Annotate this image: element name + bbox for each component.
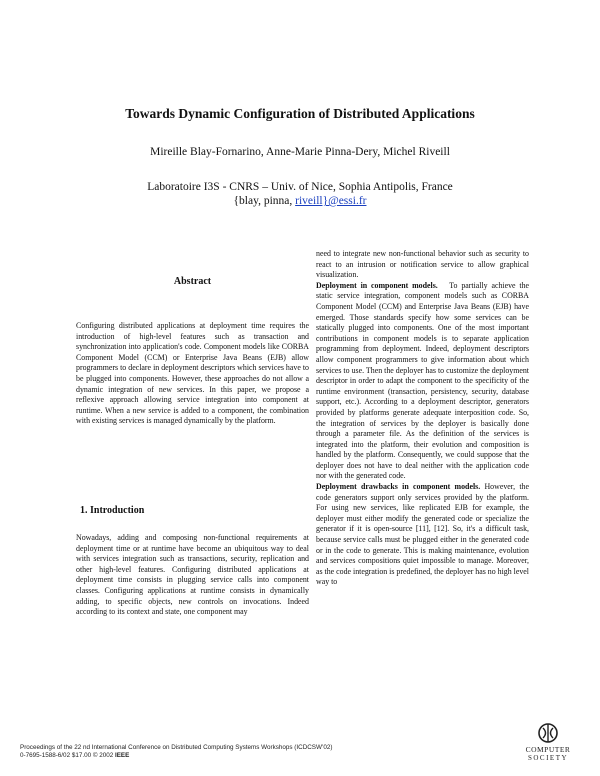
footer-proceedings: Proceedings of the 22 nd International Conference on Distributed Computing Systems Workshops (ICDCSW’02)	[20, 744, 333, 751]
drawbacks-paragraph	[316, 482, 529, 588]
right-column	[316, 249, 529, 588]
author-list: Mireille Blay-Fornarino, Anne-Marie Pinna-Dery, Michel Riveill	[150, 146, 450, 158]
deployment-paragraph	[316, 281, 529, 482]
computer-society-logo	[518, 722, 578, 762]
abstract-heading: Abstract	[173, 276, 212, 287]
footer-publisher: IEEE	[114, 752, 130, 760]
email-link[interactable]: riveill}@essi.fr	[295, 195, 367, 207]
introduction-text	[76, 533, 309, 618]
introduction-heading: 1. Introduction	[80, 505, 145, 516]
deployment-text: To partially achieve the static service integration, component models such as CORBA Component Model (CCM) and Enterprise Java Beans (EJB) have emerged. Those standards specify how some services can be statically plugged into components. One of the most important contributions in component models is to separate application programming from deployment. Indeed, deployment descriptors allow component programmers to give information about which services to use. Then the deployer has to customize the deployment descriptor in order to adapt the component to the specificity of the runtime environment (transaction, persistency, security, database support, etc.). According to a deployment descriptor, generators provided by platforms generate adequate interposition code. So, the integration of services by the deployer is basically done through a parameter file. As the definition of the services is integrated into the platform, their evolution and composition is handled by the platform. Consequently, we could suppose that the deployer does not have to deal neither with the application code nor with the generated code.	[316, 280, 530, 481]
affiliation-block	[0, 180, 600, 208]
introduction-paragraph: Nowadays, adding and composing non-functional requirements at deployment time or at runtime have become an ubiquitous way to deal with services integration such as transactions, security, replication and other high-level features. Configuring distributed applications at deployment time consists in plugging service calls into component classes. Configuring applications at runtime consists in dynamically adding, to specific objects, new controls on invocations. Indeed according to its context and state, one component may	[76, 533, 309, 617]
logo-line-computer: COMPUTER	[525, 745, 571, 754]
drawbacks-text: However, the code generators support only services provided by the platform. For using new services, like replicated EJB for example, the deployer must either modify the generated code or specialize the generator if it is open-source [11], [12]. So, it's a difficult task, because service calls must be plugged either in the generated code or in the code to generate. This is making maintenance, evolution and services compositions quiet impossible to manage. Moreover, as the code integration is predefined, the deployer has no high level way to	[316, 482, 529, 587]
paper-title: Towards Dynamic Configuration of Distributed Applications	[125, 106, 475, 121]
abstract-paragraph: Configuring distributed applications at deployment time requires the introduction of high-level features such as transaction and synchronization into application's code. Component models like CORBA Component Model (CCM) or Enterprise Java Beans (EJB) allow programmers to declare in deployment descriptors which services have to be plugged into components. However, these approaches do not allow a dynamic integration of new services. In this paper, we propose a reflexive approach allowing service integration into component at runtime. When a new service is added to a component, the combination with existing services is managed dynamically by the platform.	[76, 321, 309, 426]
deployment-heading: Deployment in component models.	[316, 280, 438, 290]
society-emblem-icon	[536, 722, 560, 744]
footer-isbn: 0-7695-1588-6/02 $17.00 © 2002	[20, 752, 114, 760]
email-line	[0, 194, 600, 208]
affiliation: Laboratoire I3S - CNRS – Univ. of Nice, Sophia Antipolis, France	[147, 181, 453, 193]
email-prefix: {blay, pinna,	[233, 195, 296, 207]
abstract-text	[76, 321, 309, 427]
footer	[20, 744, 332, 761]
logo-line-society: SOCIETY	[527, 754, 569, 762]
continuation-paragraph: need to integrate new non-functional behavior such as security to react to an intrusion or notification service to allow graphical visualization.	[316, 249, 529, 280]
footer-isbn-line	[20, 752, 332, 760]
drawbacks-heading: Deployment drawbacks in component models.	[316, 482, 481, 492]
